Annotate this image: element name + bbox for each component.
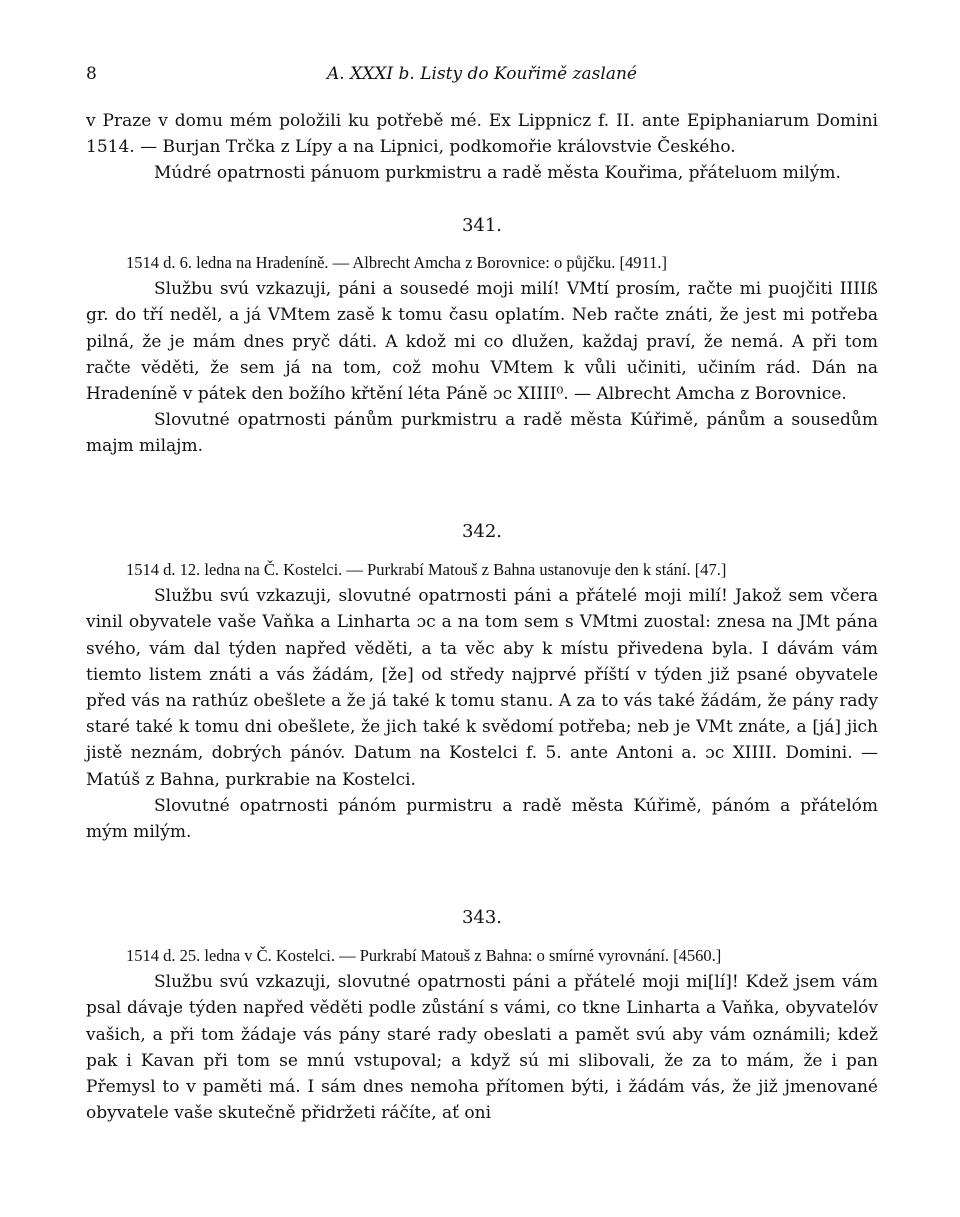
intro-text: v Praze v domu mém položili ku potřebě mé. Ex Lippnicz f. II. ante Epiphaniarum Domini 1514. — Burjan Trčka z Lípy a na Lipnici, podkomořie královstvie Českého.: [86, 111, 878, 158]
document-342: [86, 557, 878, 845]
intro-block: [86, 108, 878, 187]
document-body: Službu svú vzkazuji, páni a sousedé moji milí! VMtí prosím, račte mi puojčiti IIIIß gr. do tří neděl, a já VMtem zasě k tomu času oplatím. Neb račte znáti, že jest mi potřeba pilná, že je mám dnes pryč dáti. A kdož mi co dlužen, každaj praví, že nemá. A při tom račte věděti, že sem já na tom, což mohu VMtem k vůli učiniti, učiním rád. Dán na Hradeníně v pátek den božího křtění léta Páně ɔc XIIII⁰. — Albrecht Amcha z Borovnice.: [86, 279, 878, 405]
document-address: Slovutné opatrnosti pánóm purmistru a radě města Kúřimě, pánóm a přátelóm mým milým.: [86, 795, 878, 843]
document-343: [86, 943, 878, 1126]
page-header: [86, 64, 878, 86]
page-number: 8: [86, 64, 97, 84]
document-341: [86, 250, 878, 460]
running-title: A. XXXI b. Listy do Kouřimě zaslané: [327, 64, 637, 84]
document-meta: 1514 d. 25. ledna v Č. Kostelci. — Purkrabí Matouš z Bahna: o smírné vyrovnání. [4560.]: [126, 946, 722, 965]
document-number: 342.: [461, 521, 503, 542]
intro-address: Múdré opatrnosti pánuom purkmistru a radě města Kouřima, přáteluom milým.: [154, 163, 841, 184]
document-meta: 1514 d. 6. ledna na Hradeníně. — Albrecht Amcha z Borovnice: o půjčku. [4911.]: [126, 253, 667, 272]
document-number: 341.: [461, 215, 503, 236]
document-meta: 1514 d. 12. ledna na Č. Kostelci. — Purkrabí Matouš z Bahna ustanovuje den k stání. [47.]: [126, 560, 727, 579]
document-body: Službu svú vzkazuji, slovutné opatrnosti páni a přátelé moji milí! Jakož sem včera vinil obyvatele vaše Vaňka a Linharta ɔc a na tom sem s VMtmi zuostal: znesa na JMt pána svého, vám dal týden napřed věděti, a ta věc aby k místu přivedena byla. I dávám vám tiemto listem znáti a vás žádám, [že] od středy najprvé příští v týden již psané obyvatele před vás na rathúz obešlete a že já také k tomu stanu. A za to vás také žádám, že pány rady staré také k tomu dni obešlete, že jich také k svědomí potřeba; neb je VMt znáte, a [já] jich jistě neznám, dobrých pánóv. Datum na Kostelci f. 5. ante Antoni a. ɔc XIIII. Domini. — Matúš z Bahna, purkrabie na Kostelci.: [86, 586, 878, 790]
document-body: Službu svú vzkazuji, slovutné opatrnosti páni a přátelé moji mi[lí]! Kdež jsem vám psal dávaje týden napřed věděti podle zůstání s vámi, co tkne Linharta a Vaňka, obyvatelóv vašich, a při tom žádaje vás pány staré rady obeslati a pamět svú aby vám oznámili; kdež pak i Kavan při tom se mnú vstupoval; a když sú mi slibovali, že za to mám, že i pan Přemysl to v paměti má. I sám dnes nemoha přítomen býti, i žádám vás, že již jmenované obyvatele vaše skutečně přidržeti ráčíte, ať oni: [86, 972, 878, 1124]
document-number: 343.: [461, 907, 503, 928]
document-address: Slovutné opatrnosti pánům purkmistru a radě města Kúřimě, pánům a sousedům majm milajm.: [86, 410, 878, 457]
